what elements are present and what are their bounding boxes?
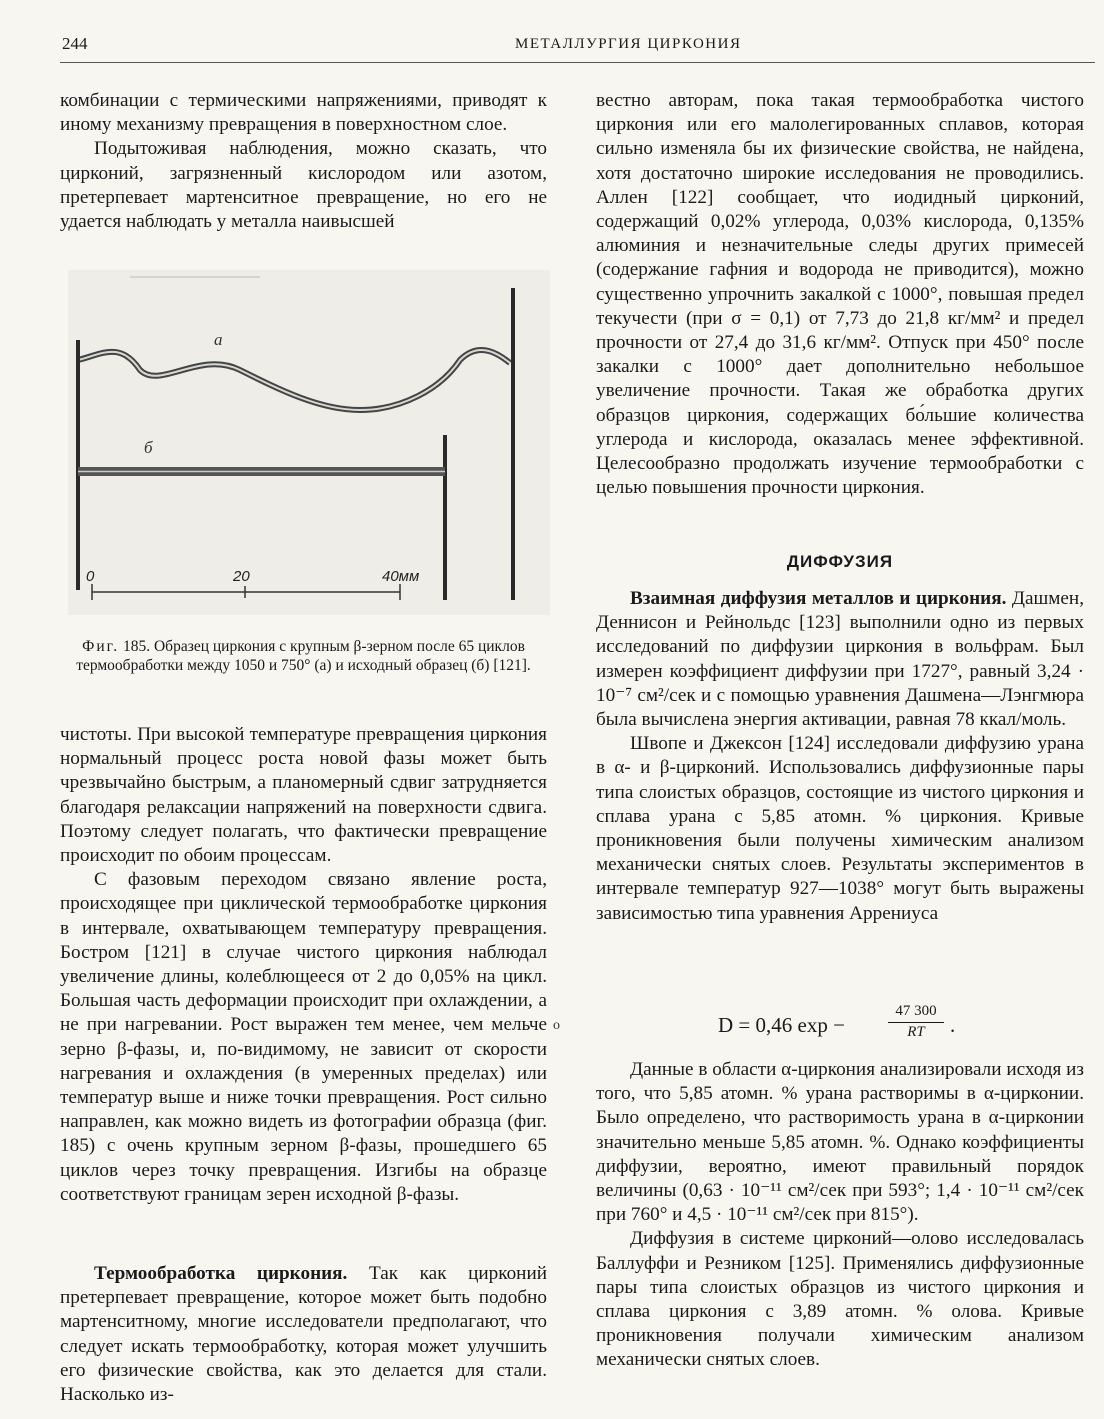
- scale-tick-20: 20: [233, 568, 250, 585]
- section-title: ДИФФУЗИЯ: [786, 552, 894, 571]
- formula-fraction: [888, 1003, 944, 1041]
- paragraph: С фазовым переходом связано явление роста, происходящее при циклической термообработке циркония в интервале, охватывающем температуру превращения. Бостром [121] в случае чистого циркония наблюдал увеличение длины, колеблющееся от 2 до 0,05% на цикл. Большая часть деформации происходит при охлаждении, а не при нагревании. Рост выражен тем менее, чем мельче зерно β-фазы, и, по-видимому, не зависит от скорости нагревания и охлаждения (в умеренных пределах) или температур выше и ниже точки превращения. Рост сильно направлен, как можно видеть из фотографии образца (фиг. 185) с очень крупным зерном β-фазы, прошедшего 65 циклов через точку превращения. Изгибы на образце соответствуют границам зерен исходной β-фазы.: [60, 869, 547, 1205]
- caption-label: Фиг.: [82, 638, 120, 655]
- diffusion-section: [596, 587, 1084, 926]
- left-column-top: [60, 89, 547, 234]
- caption-text: 185. Образец циркония с крупным β-зерном после 65 циклов термообработки между 1050 и 750° (а) и исходный образец (б) [121].: [76, 638, 531, 674]
- paragraph: Швопе и Джексон [124] исследовали диффузию урана в α- и β-цирконий. Использовались диффузионные пары типа слоистых образцов, состоящие из чистого циркония и сплава урана с 5,85 атомн. % циркония. Кривые проникновения были получены химическим анализом механически снятых слоев. Результаты экспериментов в интервале температур 927—1038° могут быть выражены зависимостью типа уравнения Аррениуса: [596, 733, 1084, 924]
- running-title: МЕТАЛЛУРГИЯ ЦИРКОНИЯ: [515, 36, 742, 52]
- runin-heading: Термообработка циркония.: [94, 1263, 348, 1284]
- page-number: 244: [62, 34, 88, 53]
- arrhenius-formula: [700, 1003, 1000, 1048]
- paragraph: Диффузия в системе цирконий—олово исследовалась Баллуффи и Резником [125]. Применялись диффузионные пары типа слоистых образцов из чистого циркония и сплава циркония с 3,89 атомн. % олова. Кривые проникновения получали химическим анализом механически снятых слоев.: [596, 1228, 1084, 1371]
- figure-caption: [60, 637, 547, 675]
- paragraph: вестно авторам, пока такая термообработка чистого циркония или его малолегированных сплавов, которая сильно изменяла бы их физические свойства, не найдена, хотя достаточно широкие исследования не проводились. Аллен [122] сообщает, что иодидный цирконий, содержащий 0,02% углерода, 0,03% кислорода, 0,135% алюминия и незначительные следы других примесей (содержание гафния и водорода не приводится), можно существенно упрочнить закалкой с 1000°, повышая предел текучести (при σ = 0,1) от 7,73 до 21,8 кг/мм² и предел прочности от 27,4 до 31,6 кг/мм². Отпуск при 450° после закалки с 1000° дает дополнительно небольшое увеличение прочности. Такая же обработка других образцов циркония, содержащих бо́льшие количества углерода и кислорода, оказалась менее эффективной. Целесообразно продолжать изучение термообработки с целью повышения прочности циркония.: [596, 90, 1084, 499]
- left-column-bottom: [60, 723, 547, 1207]
- paragraph: Так как цирконий претерпевает превращение, которое может быть подобно мартенситному, многие исследователи предполагают, что следует искать термообработку, которая может улучшить его физические свойства, как это делается для стали. Насколько из-: [60, 1263, 547, 1406]
- formula-end: .: [950, 1013, 956, 1037]
- paragraph: чистоты. При высокой температуре превращения циркония нормальный процесс роста новой фазы может быть чрезвычайно быстрым, а планомерный сдвиг затрудняется благодаря релаксации напряжений на поверхности сдвига. Поэтому следует полагать, что фактически превращение происходит по обоим процессам.: [60, 724, 547, 867]
- scale-tick-40: 40мм: [382, 568, 420, 585]
- formula-lhs: D = 0,46 exp −: [718, 1013, 845, 1037]
- figure-185: [60, 270, 550, 615]
- paragraph: Подытоживая наблюдения, можно сказать, что цирконий, загрязненный кислородом или азотом, претерпевает мартенситное превращение, но его не удается наблюдать у металла наивысшей: [60, 138, 547, 233]
- paragraph: комбинации с термическими напряжениями, приводят к иному механизму превращения в поверхностном слое.: [60, 90, 547, 136]
- header-rule: [60, 62, 1095, 63]
- page-header: [60, 34, 1100, 60]
- figure-photo: [60, 270, 550, 615]
- right-column-bottom: [596, 1058, 1084, 1373]
- scale-tick-0: 0: [86, 568, 95, 585]
- sample-b-label: б: [144, 438, 153, 457]
- formula-denominator: RT: [907, 1024, 925, 1040]
- heat-treatment-section: [60, 1262, 547, 1407]
- runin-heading: Взаимная диффузия металлов и циркония.: [630, 588, 1007, 609]
- sample-a-label: а: [214, 330, 223, 349]
- margin-mark: o: [553, 1018, 560, 1033]
- formula-numerator: 47 300: [888, 1003, 944, 1023]
- paragraph: Дашмен, Деннисон и Рейнольдс [123] выполнили одно из первых исследований по диффузии циркония в вольфрам. Был измерен коэффициент диффузии при 1727°, равный 3,24 · 10⁻⁷ см²/сек и с помощью уравнения Дашмена—Лэнгмюра была вычислена энергия активации, равная 78 ккал/моль.: [596, 588, 1084, 731]
- paragraph: Данные в области α-циркония анализировали исходя из того, что 5,85 атомн. % урана растворимы в α-цирконии. Было определено, что растворимость урана в α-цирконии значительно меньше 5,85 атомн. %. Однако коэффициенты диффузии, вероятно, имеют правильный порядок величины (0,63 · 10⁻¹¹ см²/сек при 593°; 1,4 · 10⁻¹¹ см²/сек при 760° и 4,5 · 10⁻¹¹ см²/сек при 815°).: [596, 1059, 1084, 1226]
- right-column-top: [596, 89, 1084, 500]
